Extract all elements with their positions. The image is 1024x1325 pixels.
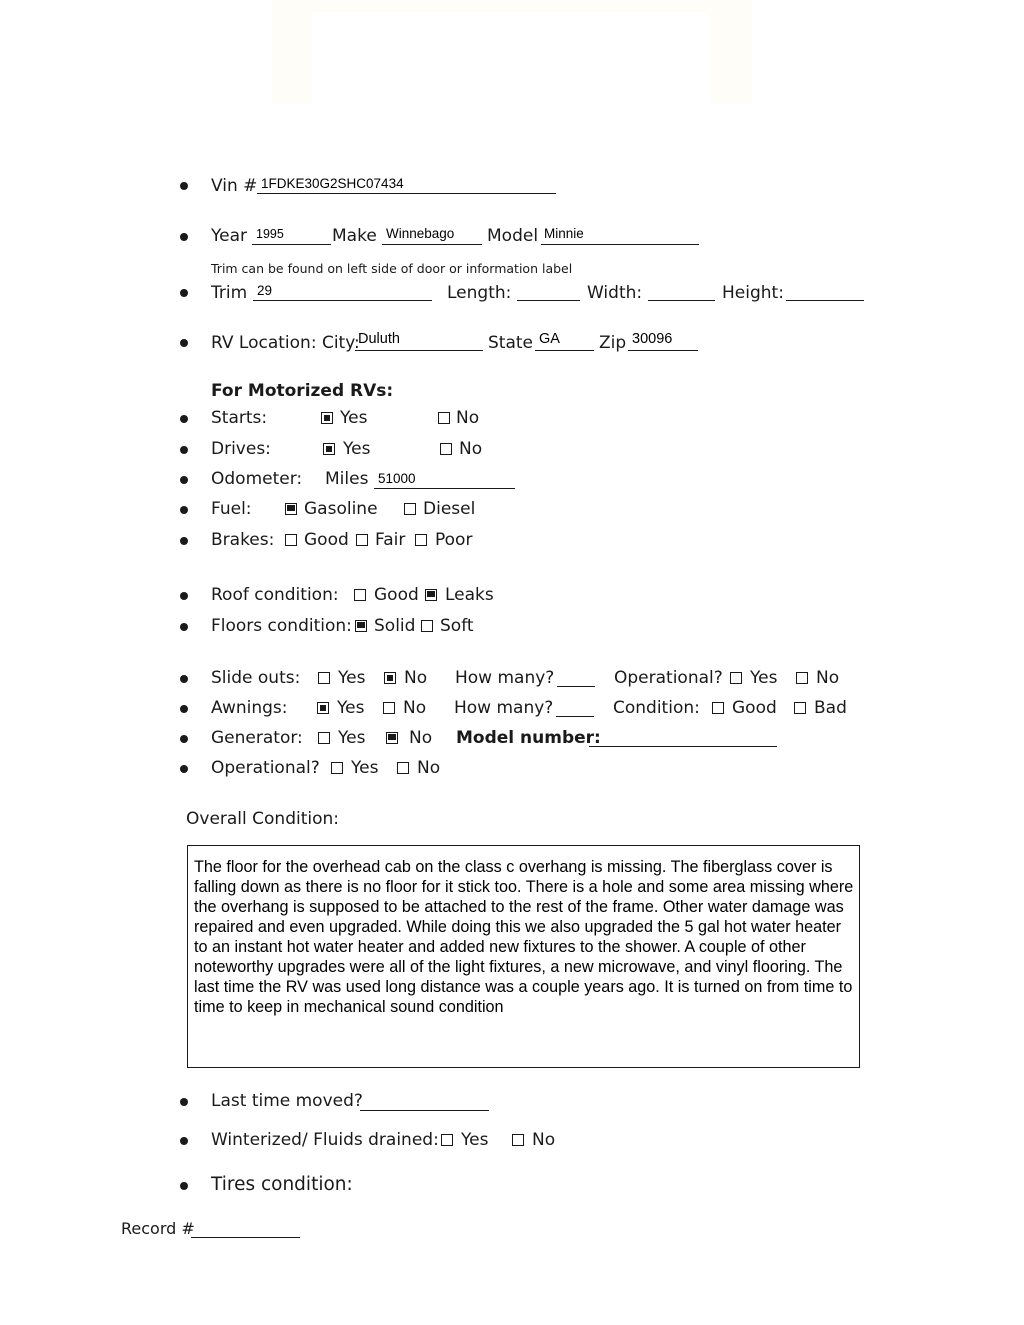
year-label: Year bbox=[211, 226, 247, 246]
record-label: Record # bbox=[121, 1219, 195, 1238]
slideouts-operational-yes-checkbox[interactable] bbox=[730, 672, 742, 684]
starts-label: Starts: bbox=[211, 408, 268, 428]
generator-yes-label: Yes bbox=[338, 728, 366, 748]
brakes-good-checkbox[interactable] bbox=[285, 534, 297, 546]
solid-label: Solid bbox=[374, 616, 416, 636]
slideouts-how-many-label: How many? bbox=[455, 668, 555, 688]
generator-operational-yes-label: Yes bbox=[351, 758, 379, 778]
bullet bbox=[180, 1182, 188, 1190]
overall-condition-text: The floor for the overhead cab on the class c overhang is missing. The fiberglass cover is falling down as there is no floor for it stick too. There is a hole and some area missing where the overhang is supposed to be attached to the rest of the frame. Other water damage was repaired and even upgraded. While doing this we also upgraded the 5 gal hot water heater to an instant hot water heater and added new fixtures to the shower. A couple of other noteworthy upgrades were all of the light fixtures, a new microwave, and vinyl flooring. The last time the RV was used long distance was a couple years ago. It is turned on from time to time to keep in mechanical sound condition bbox=[194, 858, 854, 1016]
odometer-label: Odometer: bbox=[211, 469, 303, 489]
record-field[interactable] bbox=[191, 1237, 300, 1238]
make-value: Winnebago bbox=[386, 226, 455, 241]
length-label: Length: bbox=[447, 283, 512, 303]
bullet bbox=[180, 446, 188, 454]
fuel-diesel-checkbox[interactable] bbox=[404, 503, 416, 515]
bullet bbox=[180, 705, 188, 713]
drives-no-label: No bbox=[459, 439, 483, 459]
brakes-label: Brakes: bbox=[211, 530, 275, 550]
awnings-yes-label: Yes bbox=[337, 698, 365, 718]
generator-operational-no-label: No bbox=[417, 758, 441, 778]
awnings-how-many-label: How many? bbox=[454, 698, 554, 718]
bullet bbox=[180, 1137, 188, 1145]
brakes-poor-label: Poor bbox=[435, 530, 473, 550]
fuel-gasoline-checkbox[interactable] bbox=[285, 503, 297, 515]
vin-value: 1FDKE30G2SHC07434 bbox=[261, 176, 404, 191]
awnings-label: Awnings: bbox=[211, 698, 288, 718]
starts-no-label: No bbox=[456, 408, 480, 428]
state-label: State bbox=[488, 333, 533, 353]
brakes-fair-checkbox[interactable] bbox=[356, 534, 368, 546]
awnings-no-label: No bbox=[403, 698, 427, 718]
model-label: Model bbox=[487, 226, 539, 246]
slideouts-yes-label: Yes bbox=[338, 668, 366, 688]
drives-yes-label: Yes bbox=[343, 439, 371, 459]
bullet bbox=[180, 415, 188, 423]
bullet bbox=[180, 339, 188, 347]
roof-label: Roof condition: bbox=[211, 585, 339, 605]
model-number-field[interactable] bbox=[589, 746, 777, 747]
bullet bbox=[180, 1098, 188, 1106]
trim-field[interactable] bbox=[253, 300, 432, 301]
slideouts-operational-label: Operational? bbox=[614, 668, 723, 688]
zip-value: 30096 bbox=[632, 331, 673, 347]
soft-label: Soft bbox=[440, 616, 474, 636]
drives-label: Drives: bbox=[211, 439, 271, 459]
city-field[interactable] bbox=[355, 350, 483, 351]
overall-condition-textarea[interactable] bbox=[187, 845, 860, 1068]
generator-label: Generator: bbox=[211, 728, 303, 748]
fuel-label: Fuel: bbox=[211, 499, 252, 519]
slideouts-operational-yes-label: Yes bbox=[750, 668, 778, 688]
awnings-how-many-field[interactable] bbox=[556, 716, 594, 717]
awnings-bad-checkbox[interactable] bbox=[794, 702, 806, 714]
bullet bbox=[180, 506, 188, 514]
awnings-condition-label: Condition: bbox=[613, 698, 700, 718]
slideouts-operational-no-checkbox[interactable] bbox=[796, 672, 808, 684]
starts-no-checkbox[interactable] bbox=[438, 412, 450, 424]
starts-yes-checkbox[interactable] bbox=[321, 412, 333, 424]
bullet bbox=[180, 289, 188, 297]
vin-label: Vin # bbox=[211, 176, 258, 196]
trim-label: Trim bbox=[211, 283, 248, 303]
generator-operational-yes-checkbox[interactable] bbox=[331, 762, 343, 774]
zip-field[interactable] bbox=[628, 350, 698, 351]
winterized-label: Winterized/ Fluids drained: bbox=[211, 1130, 439, 1150]
bullet bbox=[180, 476, 188, 484]
awnings-good-label: Good bbox=[732, 698, 777, 718]
make-field[interactable] bbox=[382, 244, 482, 245]
zip-label: Zip bbox=[599, 333, 627, 353]
miles-field[interactable] bbox=[374, 488, 515, 489]
gasoline-label: Gasoline bbox=[304, 499, 378, 519]
model-value: Minnie bbox=[544, 226, 584, 241]
roof-good-label: Good bbox=[374, 585, 419, 605]
awnings-good-checkbox[interactable] bbox=[712, 702, 724, 714]
state-value: GA bbox=[539, 331, 560, 347]
overall-condition-label: Overall Condition: bbox=[186, 809, 340, 829]
slideouts-label: Slide outs: bbox=[211, 668, 301, 688]
slideouts-yes-checkbox[interactable] bbox=[318, 672, 330, 684]
model-field[interactable] bbox=[541, 244, 699, 245]
winterized-yes-label: Yes bbox=[461, 1130, 489, 1150]
slideouts-how-many-field[interactable] bbox=[557, 686, 595, 687]
winterized-no-checkbox[interactable] bbox=[512, 1134, 524, 1146]
motorized-heading: For Motorized RVs: bbox=[211, 381, 394, 401]
height-field[interactable] bbox=[786, 300, 864, 301]
bullet bbox=[180, 182, 188, 190]
vin-field[interactable] bbox=[257, 193, 556, 194]
drives-no-checkbox[interactable] bbox=[440, 443, 452, 455]
location-label: RV Location: City: bbox=[211, 333, 360, 353]
model-number-label: Model number: bbox=[456, 728, 601, 748]
floors-label: Floors condition: bbox=[211, 616, 352, 636]
trim-value: 29 bbox=[257, 283, 273, 298]
winterized-no-label: No bbox=[532, 1130, 556, 1150]
make-label: Make bbox=[332, 226, 377, 246]
year-field[interactable] bbox=[252, 244, 331, 245]
bullet bbox=[180, 675, 188, 683]
generator-operational-label: Operational? bbox=[211, 758, 320, 778]
faded-header-mark bbox=[272, 0, 752, 104]
bullet bbox=[180, 537, 188, 545]
brakes-fair-label: Fair bbox=[375, 530, 406, 550]
slideouts-no-checkbox[interactable] bbox=[384, 672, 396, 684]
awnings-no-checkbox[interactable] bbox=[383, 702, 395, 714]
width-field[interactable] bbox=[648, 300, 715, 301]
miles-label: Miles bbox=[325, 469, 369, 489]
generator-yes-checkbox[interactable] bbox=[318, 732, 330, 744]
state-field[interactable] bbox=[535, 350, 594, 351]
length-field[interactable] bbox=[517, 300, 580, 301]
last-moved-field[interactable] bbox=[360, 1110, 489, 1111]
trim-note: Trim can be found on left side of door or information label bbox=[211, 261, 573, 276]
drives-yes-checkbox[interactable] bbox=[323, 443, 335, 455]
city-value: Duluth bbox=[358, 331, 400, 347]
generator-operational-no-checkbox[interactable] bbox=[397, 762, 409, 774]
slideouts-operational-no-label: No bbox=[816, 668, 840, 688]
height-label: Height: bbox=[722, 283, 784, 303]
winterized-yes-checkbox[interactable] bbox=[441, 1134, 453, 1146]
year-value: 1995 bbox=[256, 227, 284, 241]
last-moved-label: Last time moved? bbox=[211, 1091, 363, 1111]
bullet bbox=[180, 735, 188, 743]
bullet bbox=[180, 233, 188, 241]
brakes-good-label: Good bbox=[304, 530, 349, 550]
brakes-poor-checkbox[interactable] bbox=[415, 534, 427, 546]
bad-label: Bad bbox=[814, 698, 847, 718]
slideouts-no-label: No bbox=[404, 668, 428, 688]
bullet bbox=[180, 592, 188, 600]
width-label: Width: bbox=[587, 283, 643, 303]
roof-good-checkbox[interactable] bbox=[354, 589, 366, 601]
generator-no-checkbox[interactable] bbox=[386, 732, 398, 744]
tires-label: Tires condition: bbox=[211, 1174, 353, 1195]
diesel-label: Diesel bbox=[423, 499, 476, 519]
roof-leaks-checkbox[interactable] bbox=[425, 589, 437, 601]
bullet bbox=[180, 623, 188, 631]
bullet bbox=[180, 765, 188, 773]
floors-soft-checkbox[interactable] bbox=[421, 620, 433, 632]
leaks-label: Leaks bbox=[445, 585, 494, 605]
starts-yes-label: Yes bbox=[340, 408, 368, 428]
miles-value: 51000 bbox=[378, 471, 416, 486]
generator-no-label: No bbox=[409, 728, 433, 748]
floors-solid-checkbox[interactable] bbox=[355, 620, 367, 632]
awnings-yes-checkbox[interactable] bbox=[317, 702, 329, 714]
